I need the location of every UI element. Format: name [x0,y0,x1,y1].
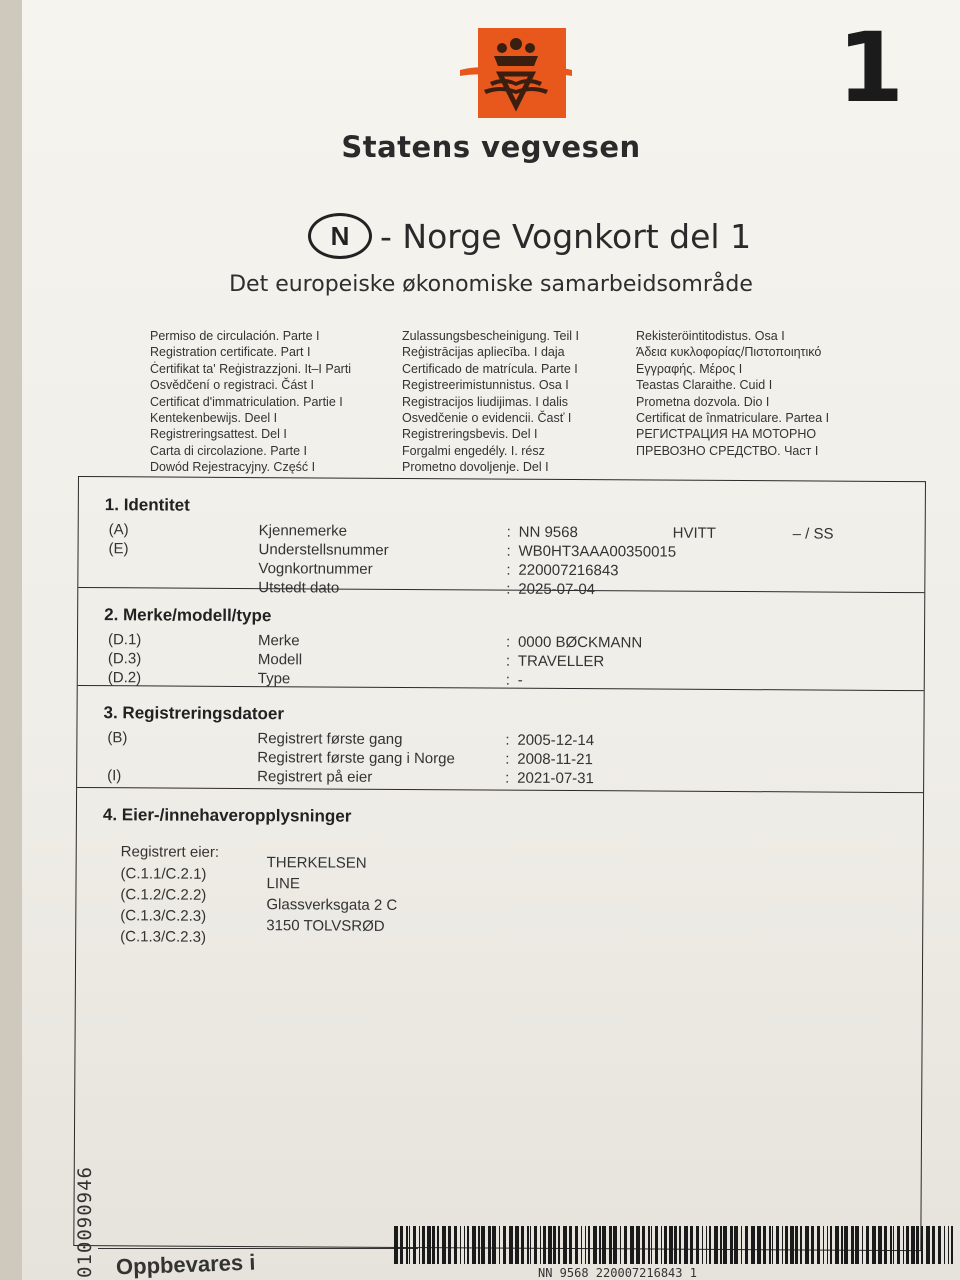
barcode-bar [769,1226,771,1264]
barcode-bar [817,1226,820,1264]
footer-divider [98,1248,418,1249]
translation-line: РЕГИСТРАЦИЯ НА МОТОРНО [636,427,817,442]
barcode-bar [593,1226,597,1264]
translation-line: Zulassungsbescheinigung. Teil I [402,329,579,343]
translation-line: Registreringsattest. Del I [150,427,287,442]
field-code: (C.1.2/C.2.2) [120,886,207,904]
field-colon: : [505,731,510,749]
translation-line: Permiso de circulación. Parte I [150,329,320,343]
barcode-bar [706,1226,707,1264]
barcode-bar [723,1226,727,1264]
field-colon: : [506,580,511,598]
barcode-bar [785,1226,788,1264]
barcode-bar [690,1226,693,1264]
barcode-bar [460,1226,461,1264]
barcode-bar [790,1226,794,1264]
translation-line: Carta di circolazione. Parte I [150,443,308,458]
translation-line: Certificado de matrícula. Parte I [402,361,578,376]
field-value: 220007216843 [518,561,619,580]
section-owner-info [74,787,923,1250]
translations-column-1 [150,328,351,476]
translation-line: Prometna dozvola. Dio I [636,394,770,409]
barcode-bar [951,1226,953,1264]
document-subtitle: Det europeiske økonomiske samarbeidsområde [229,272,753,297]
barcode-bar [669,1226,673,1264]
translation-line: Dowód Rejestracyjny. Część I [150,460,316,475]
barcode-bar [478,1226,480,1264]
translation-line: Certificat d'immatriculation. Partie I [150,394,343,409]
field-label: Modell [257,651,303,669]
barcode-bar [709,1226,711,1264]
field-colon: : [506,523,511,541]
barcode-bar [830,1226,832,1264]
barcode-bar [851,1226,854,1264]
section-identity [78,477,925,599]
field-value: 2005-12-14 [517,731,595,750]
document-title-row [308,208,751,264]
barcode-bar [575,1226,578,1264]
barcode-bar [585,1226,586,1264]
barcode-bar [521,1226,524,1264]
barcode-bar [540,1226,541,1264]
translation-line: Reģistrācijas apliecība. I daja [402,345,565,360]
barcode-bar [772,1226,773,1264]
barcode-bar [926,1226,930,1264]
field-value: 2025-07-04 [518,580,596,599]
barcode-bar [648,1226,650,1264]
field-code: (C.1.3/C.2.3) [120,928,207,946]
field-label: Vognkortnummer [258,560,373,578]
field-value: 0000 BØCKMANN [517,633,643,652]
barcode-bar [503,1226,506,1264]
field-colon: : [506,542,511,560]
owner-field-codes [120,863,206,948]
registration-form [73,476,926,1251]
section-title: 4. Eier-/innehaveropplysninger [102,805,352,826]
barcode-bar [751,1226,755,1264]
barcode-bar [932,1226,935,1264]
field-colon: : [505,652,511,670]
field-label: Utstedt dato [258,579,340,597]
barcode-bar [674,1226,677,1264]
barcode-bar [903,1226,904,1264]
barcode-bar [509,1226,513,1264]
barcode-bar [938,1226,941,1264]
barcode-bar [515,1226,519,1264]
field-value: - [517,671,523,689]
field-value: NN 9568 [518,523,578,542]
barcode-bar [745,1226,748,1264]
barcode-text: NN 9568 220007216843 1 [538,1266,697,1280]
barcode-bar [553,1226,556,1264]
translation-line: Εγγραφής. Μέρος I [636,361,743,376]
barcode-bar [454,1226,457,1264]
barcode-bar [661,1226,662,1264]
barcode-bar [944,1226,945,1264]
barcode-bar [811,1226,814,1264]
barcode-bar [897,1226,900,1264]
field-label: Registrert på eier [257,768,373,786]
barcode-bar [588,1226,590,1264]
barcode-bar [776,1226,779,1264]
field-code: (D.3) [107,650,142,668]
barcode-bar [696,1226,699,1264]
translation-line: Registration certificate. Part I [150,345,311,360]
barcode-bar [921,1226,923,1264]
barcode-bar [534,1226,537,1264]
translation-line: Teastas Claraithe. Cuid I [636,378,773,393]
barcode-bar [878,1226,882,1264]
field-code: (D.1) [107,631,142,649]
barcode-bar [720,1226,722,1264]
owner-label: Registrert eier: [120,843,220,861]
barcode-bar [530,1226,531,1264]
translation-line: Registracijos liudijimas. I dalis [402,394,569,409]
barcode-bar [655,1226,658,1264]
barcode-bar [800,1226,802,1264]
barcode-bar [488,1226,491,1264]
barcode-bar [499,1226,500,1264]
barcode-bar [730,1226,733,1264]
barcode-bar [422,1226,425,1264]
barcode-bar [394,1226,398,1264]
barcode-bar [569,1226,572,1264]
translation-line: ПРЕВОЗНО СРЕДСТВО. Част I [636,443,819,458]
owner-street-address: Glassverksgata 2 C [266,896,398,914]
translation-line: Registreringsbevis. Del I [402,427,538,442]
translation-line: Certificat de înmatriculare. Partea I [636,411,830,426]
barcode-bar [862,1226,863,1264]
section-make-model [78,587,925,691]
barcode-bar [409,1226,410,1264]
translation-line: Άδεια κυκλοφορίας/Πιστοποιητικό [636,345,822,360]
translation-line: Osvedčenie o evidencii. Časť I [402,411,572,426]
barcode-bar [563,1226,567,1264]
plate-type: – / SS [792,525,834,543]
field-code: (D.2) [107,669,142,687]
field-value: 2021-07-31 [517,769,594,788]
barcode-bar [624,1226,627,1264]
barcode-bar [432,1226,435,1264]
barcode-bar [684,1226,688,1264]
field-code: (B) [107,729,128,747]
barcode-bar [702,1226,703,1264]
barcode-bar [948,1226,949,1264]
translations-column-2 [402,328,579,476]
barcode-bar [464,1226,465,1264]
translations-column-3 [636,328,829,459]
section-title: 1. Identitet [104,495,190,515]
translation-line: Registreerimistunnistus. Osa I [402,378,569,393]
barcode-bar [636,1226,640,1264]
field-colon: : [505,633,511,651]
barcode-bar [492,1226,496,1264]
field-label: Understellsnummer [258,541,389,559]
barcode-bar [906,1226,909,1264]
barcode-bar [805,1226,809,1264]
barcode-bar [757,1226,761,1264]
barcode-bar [855,1226,859,1264]
serial-number: 010090946 [74,1166,96,1278]
translation-line: Forgalmi engedély. I. rész [402,443,545,458]
document-page [22,0,960,1280]
barcode [392,1226,958,1270]
barcode-bar [609,1226,612,1264]
barcode-bar [467,1226,469,1264]
document-title: - Norge Vognkort del 1 [380,216,752,256]
barcode-bar [782,1226,783,1264]
barcode-bar [835,1226,839,1264]
section-registration-dates [77,685,924,793]
barcode-bar [630,1226,634,1264]
barcode-bar [795,1226,798,1264]
translation-line: Prometno dovoljenje. Del I [402,460,549,475]
barcode-bar [911,1226,915,1264]
field-value: TRAVELLER [517,652,605,671]
barcode-bar [437,1226,439,1264]
barcode-bar [642,1226,645,1264]
barcode-bar [548,1226,552,1264]
barcode-bar [599,1226,601,1264]
agency-name: Statens vegvesen [341,130,641,164]
owner-postal-address: 3150 TOLVSRØD [266,917,385,935]
field-label: Kjennemerke [258,522,348,540]
field-label: Merke [257,632,300,650]
barcode-bar [602,1226,606,1264]
field-colon: : [506,561,511,579]
barcode-bar [893,1226,894,1264]
section-title: 3. Registreringsdatoer [103,703,285,724]
field-code: (A) [108,521,129,539]
barcode-bar [427,1226,431,1264]
barcode-bar [406,1226,408,1264]
barcode-bar [741,1226,742,1264]
translation-line: Rekisteröintitodistus. Osa I [636,329,785,343]
barcode-bar [620,1226,621,1264]
crown-and-wheel-logo [454,26,578,122]
owner-first-name: LINE [266,875,300,893]
barcode-bar [890,1226,892,1264]
translation-line: Osvědčení o registraci. Část I [150,378,314,393]
field-colon: : [505,769,510,787]
barcode-bar [442,1226,446,1264]
barcode-bar [527,1226,529,1264]
vehicle-color: HVITT [672,524,717,542]
barcode-bar [734,1226,738,1264]
owner-surname: THERKELSEN [266,854,367,872]
translation-line: Kentekenbewijs. Deel I [150,411,278,426]
barcode-bar [581,1226,582,1264]
field-code: (I) [107,767,122,785]
section-title: 2. Merke/modell/type [104,605,272,626]
barcode-bar [827,1226,828,1264]
barcode-bar [763,1226,766,1264]
barcode-bar [841,1226,843,1264]
barcode-bar [543,1226,546,1264]
page-number: 1 [837,12,904,124]
barcode-bar [866,1226,869,1264]
barcode-bar [613,1226,617,1264]
field-value: WB0HT3AAA00350015 [518,542,677,561]
barcode-bar [916,1226,919,1264]
barcode-bar [419,1226,420,1264]
barcode-bar [714,1226,718,1264]
footer-note: Oppbevares i [115,1249,256,1280]
field-label: Registrert første gang [257,730,403,748]
barcode-bar [413,1226,416,1264]
translation-line: Ċertifikat ta' Reġistrazzjoni. It–I Parti [150,361,352,376]
field-value: 2008-11-21 [517,750,593,769]
barcode-bar [679,1226,681,1264]
barcode-bar [558,1226,560,1264]
barcode-bar [472,1226,476,1264]
field-colon: : [505,750,510,768]
field-label: Registrert første gang i Norge [257,749,455,768]
barcode-bar [664,1226,667,1264]
barcode-bar [844,1226,848,1264]
field-label: Type [257,670,291,688]
field-code: (E) [108,540,129,558]
barcode-bar [400,1226,403,1264]
field-code: (C.1.3/C.2.3) [120,907,207,925]
field-code: (C.1.1/C.2.1) [120,865,207,883]
barcode-bar [651,1226,652,1264]
barcode-bar [481,1226,485,1264]
barcode-bar [872,1226,876,1264]
barcode-bar [823,1226,824,1264]
barcode-bar [884,1226,887,1264]
barcode-bar [448,1226,451,1264]
owner-details [266,852,397,937]
field-colon: : [505,671,510,689]
country-code-badge: N [308,213,372,259]
